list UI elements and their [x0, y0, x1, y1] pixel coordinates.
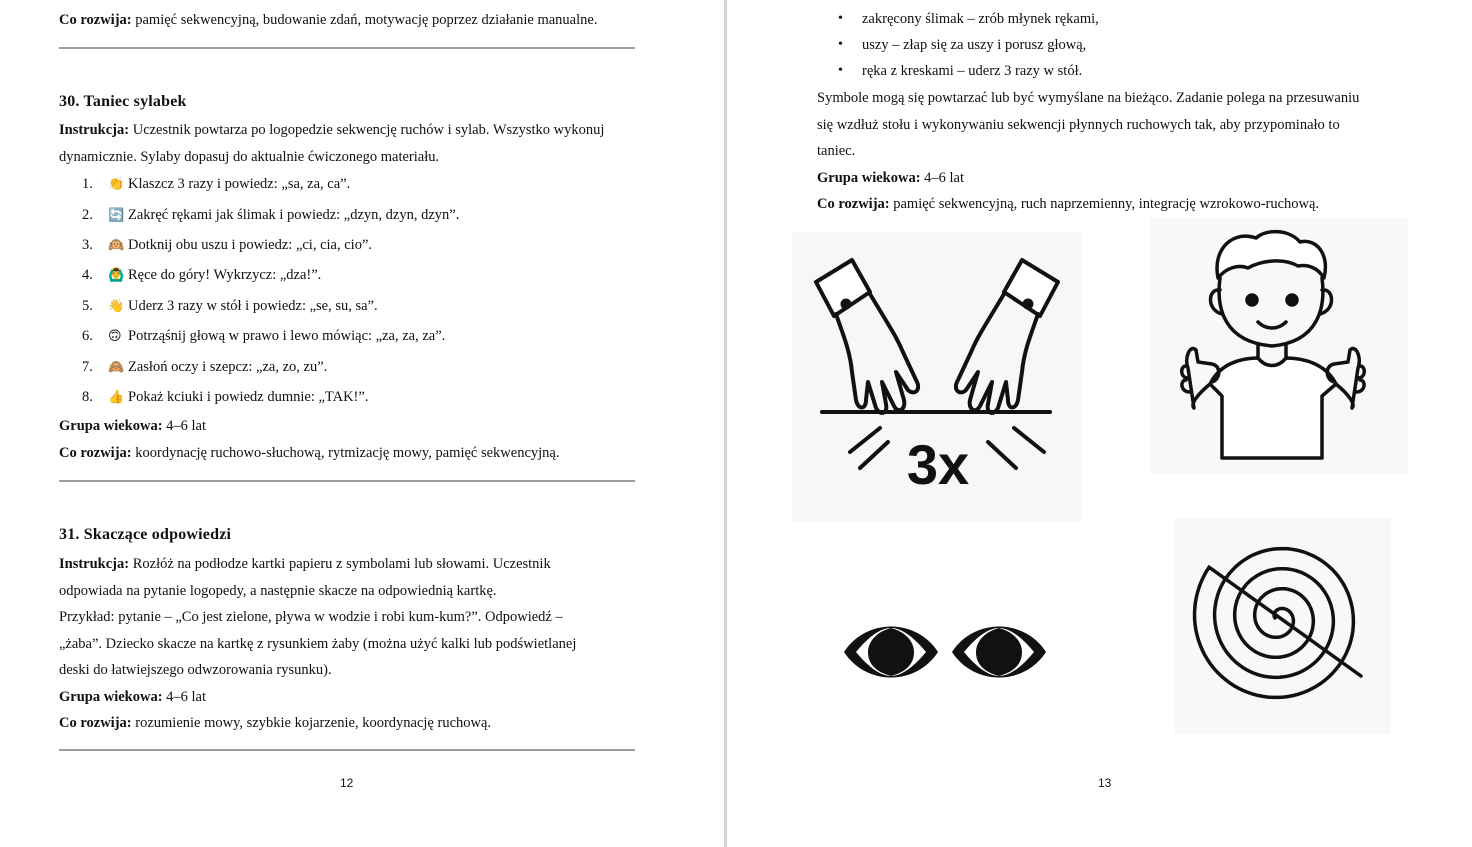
- person-arms-up-icon: 🙆‍♂: [108, 268, 125, 283]
- step-item: 8. 👍 Pokaż kciuki i powiedz dumnie: „TAK!”.: [82, 389, 369, 405]
- section-30-title: 30. Taniec sylabek: [59, 93, 187, 110]
- step-item: 6. 🙃 Potrząśnij głową w prawo i lewo mówiąc: „za, za, za”.: [82, 328, 446, 344]
- step-item: 2. 🔄 Zakręć rękami jak ślimak i powiedz: „dzyn, dzyn, dzyn”.: [82, 207, 460, 223]
- right-paragraph: Symbole mogą się powtarzać lub być wymyślane na bieżąco. Zadanie polega na przesuwaniu się wzdłuż stołu i wykonywaniu sekwencji płynnych ruchowych tak, aby przypominało to taniec. Grupa wiekowa: 4–6 lat Co rozwija: pamięć sekwencyjną, ruch naprzemienny, integrację wzrokowo-ruchową.: [817, 90, 1360, 212]
- see-no-evil-monkey-icon: 🙈: [108, 360, 125, 375]
- thumbs-up-icon: 👍: [108, 390, 125, 405]
- step-item: 7. 🙈 Zasłoń oczy i szepcz: „za, zo, zu”.: [82, 359, 328, 375]
- step-item: 4. 🙆‍♂ Ręce do góry! Wykrzycz: „dza!”.: [82, 267, 322, 283]
- section-divider: [59, 749, 635, 751]
- page-number: 12: [340, 776, 354, 790]
- clap-icon: 👏: [108, 177, 125, 192]
- section-31-title: 31. Skaczące odpowiedzi: [59, 526, 232, 543]
- upside-down-face-icon: 🙃: [108, 329, 122, 344]
- previous-section-development: Co rozwija: pamięć sekwencyjną, budowanie zdań, motywację poprzez działanie manualne.: [59, 12, 598, 28]
- boy-thumbs-up-picture: [1150, 218, 1408, 473]
- hear-no-evil-monkey-icon: 🙉: [108, 238, 125, 253]
- section-divider: [59, 480, 635, 482]
- waving-hand-icon: 👋: [108, 299, 125, 314]
- three-times-label: 3x: [906, 433, 970, 496]
- hands-on-table-3x-picture: [792, 232, 1082, 522]
- spiral-picture: [1175, 518, 1391, 734]
- section-divider: [59, 47, 635, 49]
- eyes-picture: [838, 608, 1056, 696]
- step-item: 1. 👏 Klaszcz 3 razy i powiedz: „sa, za, ca”.: [82, 176, 351, 192]
- rotate-icon: 🔄: [108, 208, 125, 223]
- section-30-instruction: Instrukcja: Uczestnik powtarza po logopedzie sekwencję ruchów i sylab. Wszystko wykonuj dynamicznie. Sylaby dopasuj do aktualnie ćwiczonego materiału.: [59, 122, 605, 165]
- section-30-meta: Grupa wiekowa: 4–6 lat Co rozwija: koordynację ruchowo-słuchową, rytmizację mowy, pamięć sekwencyjną.: [59, 418, 560, 461]
- section-31-body: Instrukcja: Rozłóż na podłodze kartki papieru z symbolami lub słowami. Uczestnik odpowiada na pytanie logopedy, a następnie skacze na odpowiednią kartkę. Przykład: pytanie – „Co jest zielone, pływa w wodzie i robi kum-kum?”. Odpowiedź – „żaba”. Dziecko skacze na kartkę z rysunkiem żaby (można użyć kalki lub podświetlanej deski do łatwiejszego odwzorowania rysunku). Grupa wiekowa: 4–6 lat Co rozwija: rozumienie mowy, szybkie kojarzenie, koordynację ruchową.: [59, 556, 577, 731]
- page-number: 13: [1098, 776, 1112, 790]
- step-item: 3. 🙉 Dotknij obu uszu i powiedz: „ci, cia, cio”.: [82, 237, 373, 253]
- step-item: 5. 👋 Uderz 3 razy w stół i powiedz: „se, su, sa”.: [82, 298, 378, 314]
